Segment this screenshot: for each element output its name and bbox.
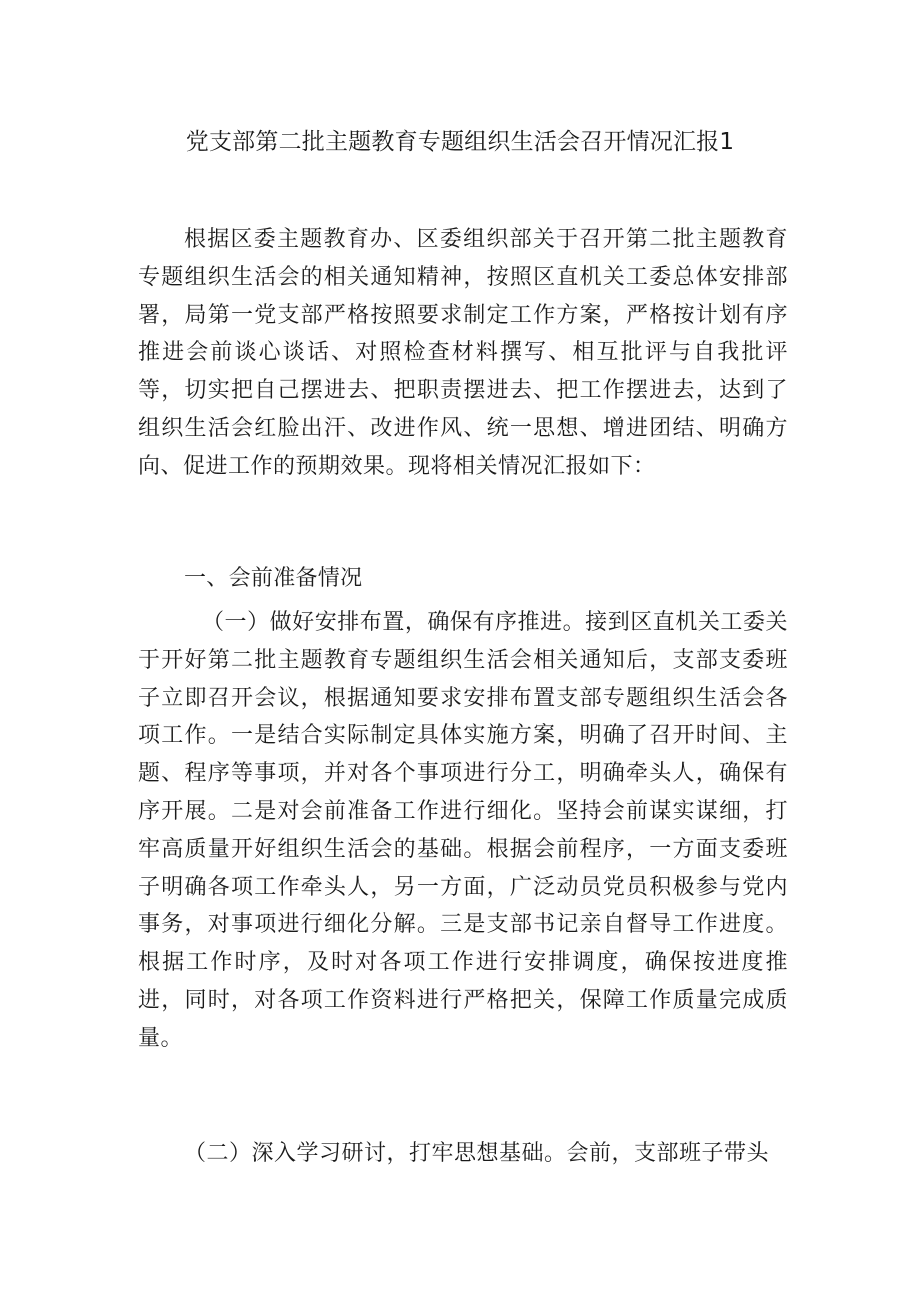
section-paragraph-1: （一）做好安排布置，确保有序推进。接到区直机关工委关于开好第二批主题教育专题组织生活会相关通知后，支部支委班子立即召开会议，根据通知要求安排布置支部专题组织生活会各项工作。一是结合实际制定具体实施方案，明确了召开时间、主题、程序等事项，并对各个事项进行分工，明确牵头人，确保有序开展。二是对会前准备工作进行细化。坚持会前谋实谋细，打牢高质量开好组织生活会的基础。根据会前程序，一方面支委班子明确各项工作牵头人，另一方面，广泛动员党员积极参与党内事务，对事项进行细化分解。三是支部书记亲自督导工作进度。根据工作时序，及时对各项工作进行安排调度，确保按进度推进，同时，对各项工作资料进行严格把关，保障工作质量完成质量。 [138,610,788,1051]
section-paragraph-2: （二）深入学习研讨，打牢思想基础。会前，支部班子带头 [184,1141,770,1166]
document-title: 党支部第二批主题教育专题组织生活会召开情况汇报1 [185,129,735,155]
intro-paragraph: 根据区委主题教育办、区委组织部关于召开第二批主题教育专题组织生活会的相关通知精神，按照区直机关工委总体安排部署，局第一党支部严格按照要求制定工作方案，严格按计划有序推进会前谈心谈话、对照检查材料撰写、相互批评与自我批评等，切实把自己摆进去、把职责摆进去、把工作摆进去，达到了组织生活会红脸出汗、改进作风、统一思想、增进团结、明确方向、促进工作的预期效果。现将相关情况汇报如下： [138,227,788,479]
section-heading: 一、会前准备情况 [184,566,363,591]
